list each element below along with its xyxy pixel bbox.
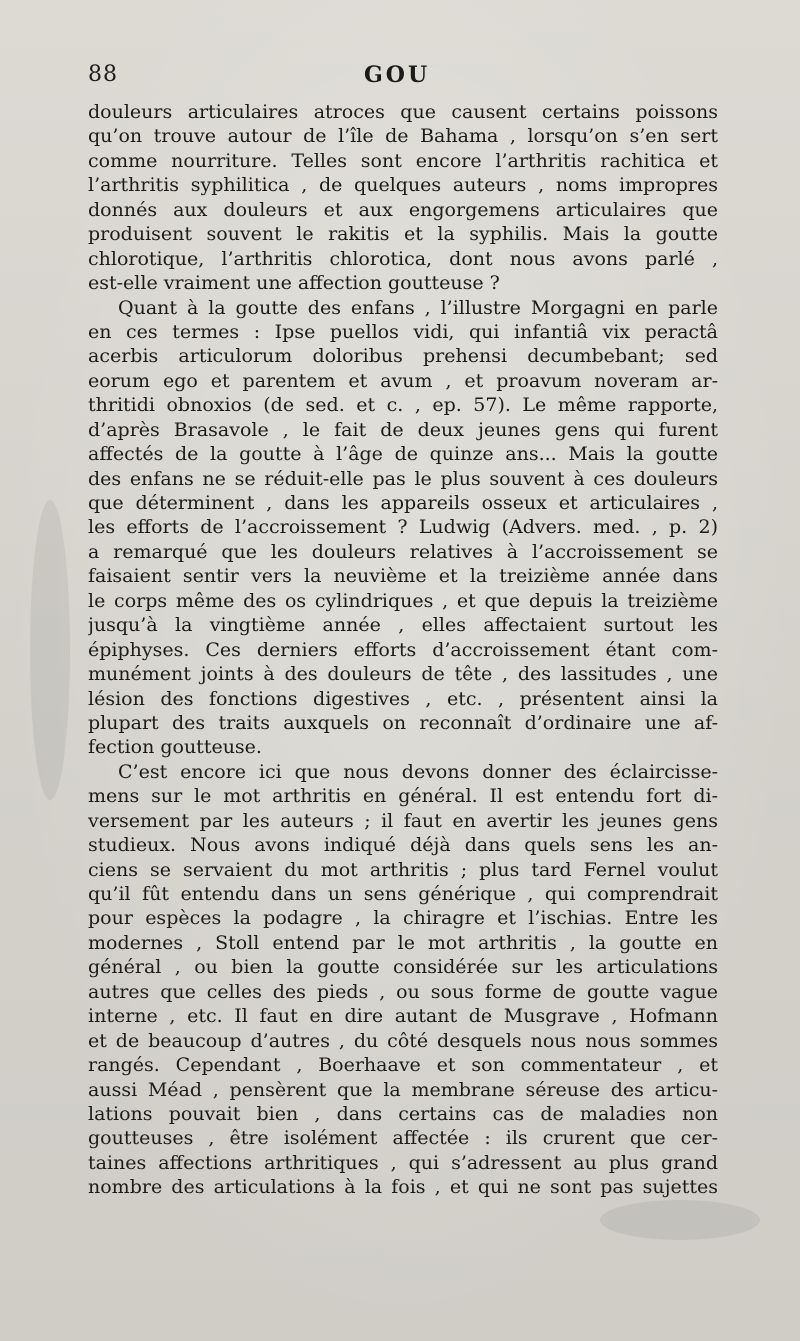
- text-line: autres que celles des pieds , ou sous forme de goutte vague: [88, 980, 718, 1003]
- text-line: faisaient sentir vers la neuvième et la treizième année dans: [88, 565, 718, 588]
- text-line: et de beaucoup d’autres , du côté desquels nous nous sommes: [88, 1029, 718, 1052]
- text-line: le corps même des os cylindriques , et que depuis la treizième: [88, 589, 718, 612]
- text-line: eorum ego et parentem et avum , et proavum noveram ar-: [88, 369, 718, 392]
- text-line: d’après Brasavole , le fait de deux jeunes gens qui furent: [88, 418, 718, 441]
- text-line: lations pouvait bien , dans certains cas de maladies non: [88, 1102, 718, 1125]
- text-line: qu’on trouve autour de l’île de Bahama , lorsqu’on s’en sert: [88, 125, 718, 148]
- running-head: GOU: [364, 62, 431, 88]
- text-line: les efforts de l’accroissement ? Ludwig (Advers. med. , p. 2): [88, 516, 718, 539]
- text-line: l’arthritis syphilitica , de quelques auteurs , noms impropres: [88, 174, 718, 197]
- paragraph-start-line: C’est encore ici que nous devons donner des éclaircisse-: [118, 760, 718, 783]
- text-line: pour espèces la podagre , la chiragre et l’ischias. Entre les: [88, 907, 718, 930]
- text-line: comme nourriture. Telles sont encore l’arthritis rachitica et: [88, 149, 718, 172]
- text-line: interne , etc. Il faut en dire autant de Musgrave , Hofmann: [88, 1005, 718, 1028]
- text-line: lésion des fonctions digestives , etc. , présentent ainsi la: [88, 687, 718, 710]
- text-line: studieux. Nous avons indiqué déjà dans quels sens les an-: [88, 834, 718, 857]
- page-number: 88: [88, 62, 118, 87]
- text-line: acerbis articulorum doloribus prehensi decumbebant; sed: [88, 345, 718, 368]
- text-line: produisent souvent le rakitis et la syphilis. Mais la goutte: [88, 223, 718, 246]
- text-line: goutteuses , être isolément affectée : ils crurent que cer-: [88, 1127, 718, 1150]
- text-line: est-elle vraiment une affection goutteuse ?: [88, 272, 500, 295]
- text-line: en ces termes : Ipse puellos vidi, qui infantiâ vix peractâ: [88, 320, 718, 343]
- text-line: aussi Méad , pensèrent que la membrane séreuse des articu-: [88, 1078, 718, 1101]
- text-line: rangés. Cependant , Boerhaave et son commentateur , et: [88, 1054, 718, 1077]
- text-line: épiphyses. Ces derniers efforts d’accroissement étant com-: [88, 638, 718, 661]
- text-line: fection goutteuse.: [88, 736, 262, 759]
- text-line: donnés aux douleurs et aux engorgemens articulaires que: [88, 198, 718, 221]
- text-line: modernes , Stoll entend par le mot arthritis , la goutte en: [88, 931, 718, 954]
- text-line: chlorotique, l’arthritis chlorotica, dont nous avons parlé ,: [88, 247, 718, 270]
- page-header: [88, 62, 718, 96]
- paragraph-start-line: Quant à la goutte des enfans , l’illustre Morgagni en parle: [118, 296, 718, 319]
- text-line: ciens se servaient du mot arthritis ; plus tard Fernel voulut: [88, 858, 718, 881]
- text-line: affectés de la goutte à l’âge de quinze ans... Mais la goutte: [88, 443, 718, 466]
- text-line: mens sur le mot arthritis en général. Il est entendu fort di-: [88, 785, 718, 808]
- text-line: des enfans ne se réduit-elle pas le plus souvent à ces douleurs: [88, 467, 718, 490]
- text-line: munément joints à des douleurs de tête , des lassitudes , une: [88, 663, 718, 686]
- body-text: [88, 100, 718, 1200]
- text-line: taines affections arthritiques , qui s’adressent au plus grand: [88, 1151, 718, 1174]
- text-line: versement par les auteurs ; il faut en avertir les jeunes gens: [88, 809, 718, 832]
- text-line: a remarqué que les douleurs relatives à l’accroissement se: [88, 540, 718, 563]
- text-line: plupart des traits auxquels on reconnaît d’ordinaire une af-: [88, 711, 718, 734]
- page-stain: [30, 500, 70, 800]
- text-line: douleurs articulaires atroces que causent certains poissons: [88, 101, 718, 123]
- text-line: général , ou bien la goutte considérée sur les articulations: [88, 956, 718, 979]
- text-line: nombre des articulations à la fois , et qui ne sont pas sujettes: [88, 1176, 718, 1199]
- text-line: qu’il fût entendu dans un sens générique , qui comprendrait: [88, 883, 718, 905]
- text-line: jusqu’à la vingtième année , elles affectaient surtout les: [88, 614, 718, 637]
- text-line: que déterminent , dans les appareils osseux et articulaires ,: [88, 492, 718, 514]
- page-stain: [600, 1200, 760, 1240]
- text-line: thritidi obnoxios (de sed. et c. , ep. 57). Le même rapporte,: [88, 394, 718, 417]
